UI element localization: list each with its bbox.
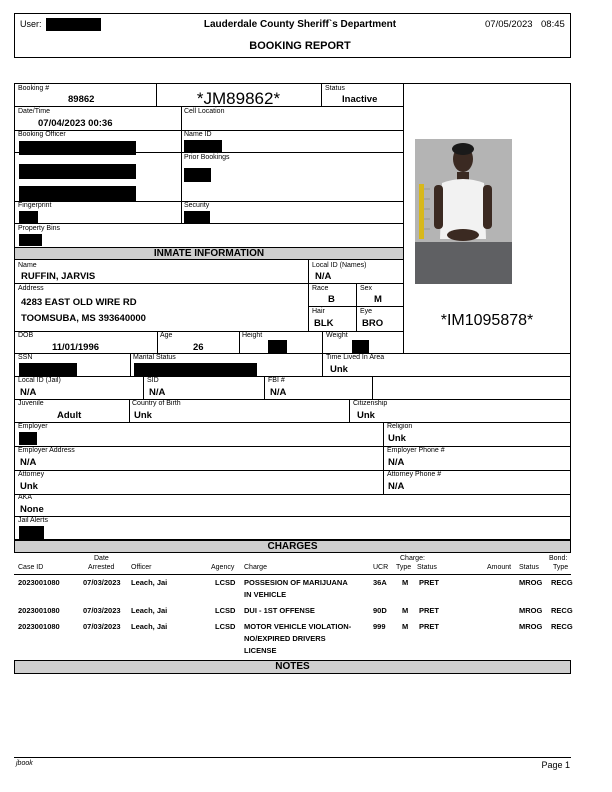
col-amount: Amount	[487, 564, 512, 571]
page-number: Page 1	[541, 760, 570, 770]
address-label: Address	[18, 285, 44, 292]
bond-status: MROG	[519, 606, 543, 615]
birth-country-value: Unk	[134, 410, 152, 421]
employer-phone-label: Employer Phone #	[387, 447, 445, 454]
employer-address-label: Employer Address	[18, 447, 75, 454]
name-id-redaction	[184, 140, 222, 152]
property-bins-label: Property Bins	[18, 225, 61, 232]
date-arrested: 07/03/2023	[83, 578, 121, 587]
employer-phone-value: N/A	[388, 457, 405, 468]
bond-status: MROG	[519, 622, 543, 631]
dob-label: DOB	[18, 332, 34, 339]
aka-value: None	[20, 504, 44, 515]
name-id-label: Name ID	[184, 131, 212, 138]
col-bond-top: Bond:	[549, 555, 568, 562]
officer-redaction-3	[19, 186, 136, 201]
property-redaction	[19, 234, 42, 246]
employer-label: Employer	[18, 423, 48, 430]
age-value: 26	[193, 342, 204, 353]
charge-line2: NO/EXPIRED DRIVERS	[244, 634, 326, 643]
local-id-names-label: Local ID (Names)	[312, 262, 367, 269]
date-arrested: 07/03/2023	[83, 606, 121, 615]
charge-line2: IN VEHICLE	[244, 590, 287, 599]
ssn-redaction	[19, 363, 77, 377]
col-ucr: UCR	[373, 564, 389, 571]
ucr: 999	[373, 622, 386, 631]
marital-label: Marital Status	[133, 354, 176, 361]
status-value: Inactive	[342, 94, 378, 105]
race-label: Race	[312, 285, 329, 292]
report-date: 07/05/2023	[485, 19, 533, 30]
eye-label: Eye	[360, 308, 373, 315]
user-label: User:	[20, 19, 42, 29]
ucr: 90D	[373, 606, 387, 615]
col-officer: Officer	[131, 564, 152, 571]
security-redaction	[184, 211, 210, 223]
col-charge-top: Charge:	[400, 555, 425, 562]
prior-redaction	[184, 168, 211, 182]
birth-country-label: Country of Birth	[132, 400, 181, 407]
local-id-jail-value: N/A	[20, 387, 37, 398]
charge-type: M	[402, 622, 409, 631]
date-arrested: 07/03/2023	[83, 622, 121, 631]
fbi-value: N/A	[270, 387, 287, 398]
weight-redaction	[352, 340, 369, 353]
prior-bookings-label: Prior Bookings	[184, 154, 230, 161]
col-bond-status: Status	[519, 564, 539, 571]
footer-rule	[14, 757, 571, 758]
citizenship-label: Citizenship	[353, 400, 388, 407]
booking-officer-label: Booking Officer	[18, 131, 66, 138]
name-label: Name	[18, 262, 37, 269]
col-status: Status	[417, 564, 437, 571]
aka-label: AKA	[18, 494, 33, 501]
religion-value: Unk	[388, 433, 406, 444]
hair-value: BLK	[314, 318, 334, 329]
height-redaction	[268, 340, 287, 353]
col-date-top: Date	[94, 555, 109, 562]
attorney-phone-label: Attorney Phone #	[387, 471, 442, 478]
address-line2: TOOMSUBA, MS 393640000	[21, 313, 146, 324]
fingerprint-redaction	[19, 211, 38, 223]
charge-line1: POSSESION OF MARIJUANA	[244, 578, 348, 587]
security-label: Security	[184, 202, 210, 209]
table-row	[14, 578, 571, 602]
mugshot-figure-icon	[415, 139, 512, 284]
jacket-barcode-text: *JM89862*	[196, 89, 281, 108]
height-label: Height	[242, 332, 263, 339]
footer-left: jbook	[16, 760, 33, 767]
col-type: Type	[396, 564, 412, 571]
case-id: 2023001080	[18, 606, 60, 615]
religion-label: Religion	[387, 423, 413, 430]
col-charge: Charge	[244, 564, 267, 571]
bond-status: MROG	[519, 578, 543, 587]
report-time: 08:45	[541, 19, 565, 30]
booking-datetime: 07/04/2023 00:36	[38, 118, 113, 129]
bond-type: RECG	[551, 606, 573, 615]
notes-banner: NOTES	[14, 660, 571, 674]
charge-status: PRET	[419, 606, 440, 615]
col-bond-type: Type	[553, 564, 569, 571]
sex-value: M	[374, 294, 382, 305]
officer: Leach, Jai	[131, 622, 168, 631]
case-id: 2023001080	[18, 622, 60, 631]
charge-type: M	[402, 578, 409, 587]
report-title: BOOKING REPORT	[249, 40, 351, 52]
inmate-info-banner: INMATE INFORMATION	[14, 247, 404, 260]
marital-redaction	[134, 363, 257, 377]
fingerprint-label: Fingerprint	[18, 202, 52, 209]
status-label: Status	[325, 85, 345, 92]
local-id-names: N/A	[315, 271, 332, 282]
juvenile-label: Juvenile	[18, 400, 44, 407]
officer: Leach, Jai	[131, 578, 168, 587]
age-label: Age	[160, 332, 173, 339]
agency: LCSD	[215, 578, 236, 587]
hair-label: Hair	[312, 308, 325, 315]
datetime-label: Date/Time	[18, 108, 51, 115]
charge-line1: DUI - 1ST OFFENSE	[244, 606, 315, 615]
booking-number: 89862	[68, 94, 95, 105]
jail-alerts-redaction	[19, 526, 44, 539]
attorney-label: Attorney	[18, 471, 45, 478]
juvenile-value: Adult	[57, 410, 82, 421]
time-lived-label: Time Lived In Area	[326, 354, 385, 361]
charge-status: PRET	[419, 578, 440, 587]
mugshot-photo	[415, 139, 512, 284]
ssn-label: SSN	[18, 354, 33, 361]
image-id: *IM1095878*	[440, 312, 534, 329]
local-id-jail-label: Local ID (Jail)	[18, 377, 61, 384]
charge-status: PRET	[419, 622, 440, 631]
col-agency: Agency	[211, 564, 235, 571]
dob-value: 11/01/1996	[52, 342, 100, 353]
sid-value: N/A	[149, 387, 166, 398]
attorney-value: Unk	[20, 481, 38, 492]
address-line1: 4283 EAST OLD WIRE RD	[21, 297, 137, 308]
time-lived-value: Unk	[330, 364, 348, 375]
agency: LCSD	[215, 606, 236, 615]
employer-address-value: N/A	[20, 457, 37, 468]
agency: LCSD	[215, 622, 236, 631]
charges-banner: CHARGES	[14, 540, 571, 553]
race-value: B	[328, 294, 335, 305]
agency-title: Lauderdale County Sheriff`s Department	[203, 19, 397, 30]
case-id: 2023001080	[18, 578, 60, 587]
charge-type: M	[402, 606, 409, 615]
cell-location-label: Cell Location	[184, 108, 225, 115]
sex-label: Sex	[360, 285, 373, 292]
eye-value: BRO	[362, 318, 384, 329]
booking-number-label: Booking #	[18, 85, 50, 92]
citizenship-value: Unk	[357, 410, 375, 421]
attorney-phone-value: N/A	[388, 481, 405, 492]
officer-redaction-2	[19, 164, 136, 179]
officer: Leach, Jai	[131, 606, 168, 615]
fbi-label: FBI #	[268, 377, 285, 384]
col-date-arrested: Arrested	[88, 564, 115, 571]
sid-label: SID	[147, 377, 159, 384]
employer-redaction	[19, 432, 37, 445]
charge-line3: LICENSE	[244, 646, 277, 655]
weight-label: Weight	[326, 332, 348, 339]
inmate-name: RUFFIN, JARVIS	[21, 271, 96, 282]
table-row	[14, 606, 571, 618]
col-case-id: Case ID	[18, 564, 44, 571]
ucr: 36A	[373, 578, 387, 587]
charge-line1: MOTOR VEHICLE VIOLATION-	[244, 622, 352, 631]
user-redaction	[46, 18, 101, 31]
officer-redaction	[19, 141, 136, 155]
jail-alerts-label: Jail Alerts	[18, 517, 48, 524]
table-row	[14, 622, 571, 658]
bond-type: RECG	[551, 578, 573, 587]
bond-type: RECG	[551, 622, 573, 631]
